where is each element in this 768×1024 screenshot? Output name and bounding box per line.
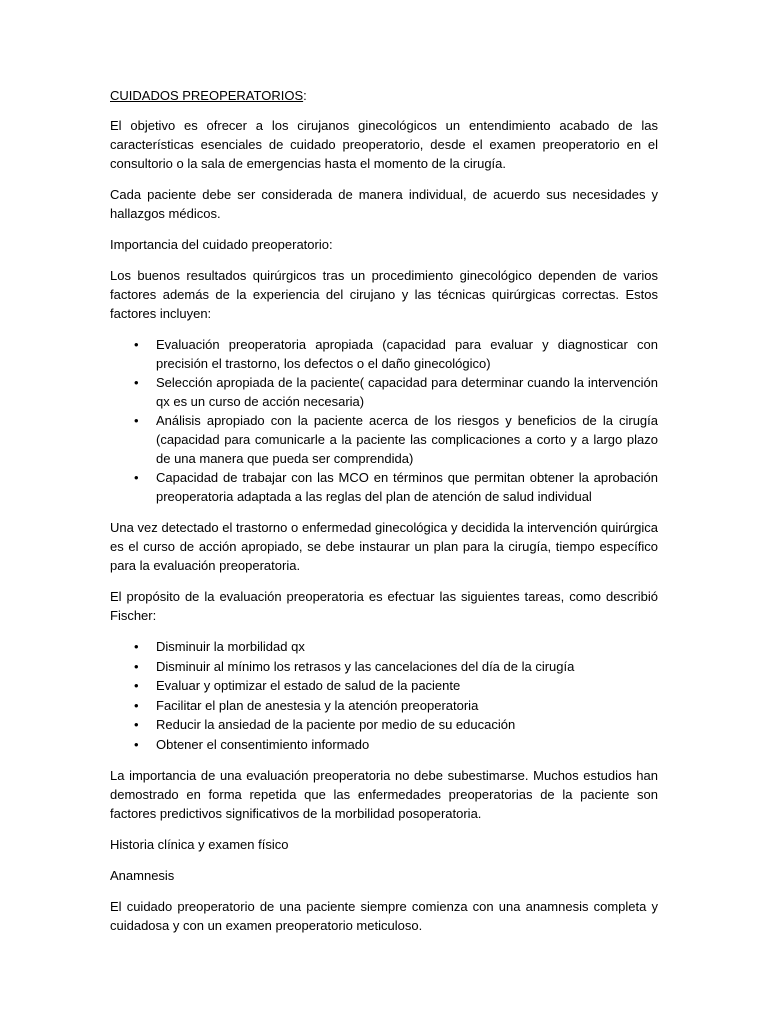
list-item-text: Disminuir la morbilidad qx	[156, 639, 305, 654]
list-item	[110, 335, 658, 373]
bullet-icon: •	[134, 717, 139, 732]
paragraph-anamnesis-heading: Anamnesis	[110, 868, 175, 883]
list-item-text: Facilitar el plan de anestesia y la atención preoperatoria	[156, 697, 479, 713]
bullet-icon: •	[134, 678, 139, 693]
bullet-icon: •	[134, 413, 139, 428]
list-item-text: Evaluar y optimizar el estado de salud de la paciente	[156, 678, 461, 693]
tasks-list	[110, 637, 658, 754]
paragraph-individual: Cada paciente debe ser considerada de manera individual, de acuerdo sus necesidades y hallazgos médicos.	[110, 187, 658, 221]
bullet-icon: •	[134, 639, 139, 654]
list-item	[110, 696, 658, 716]
bullet-icon: •	[134, 736, 139, 752]
list-item-text: Disminuir al mínimo los retrasos y las cancelaciones del día de la cirugía	[156, 658, 575, 674]
factors-list	[110, 335, 658, 506]
bullet-icon: •	[134, 658, 139, 674]
list-item-text: Obtener el consentimiento informado	[156, 736, 370, 752]
list-item	[110, 373, 658, 411]
list-item	[110, 637, 658, 657]
heading-title: CUIDADOS PREOPERATORIOS	[110, 88, 304, 103]
paragraph-plan: Una vez detectado el trastorno o enfermedad ginecológica y decidida la intervención quirúrgica es el curso de acción apropiado, se debe instaurar un plan para la cirugía, tiempo específico para la evaluación preoperatoria.	[110, 520, 658, 573]
list-item	[110, 715, 658, 735]
document-heading	[110, 86, 658, 105]
list-item	[110, 411, 658, 468]
bullet-icon: •	[134, 470, 139, 485]
paragraph-history-heading: Historia clínica y examen físico	[110, 837, 289, 852]
paragraph-evaluation-importance: La importancia de una evaluación preoperatoria no debe subestimarse. Muchos estudios han demostrado en forma repetida que las enfermedades preoperatorias de la paciente son factores predictivos significativos de la morbilidad posoperatoria.	[110, 768, 658, 821]
list-item	[110, 676, 658, 696]
bullet-icon: •	[134, 697, 139, 713]
bullet-icon: •	[134, 375, 139, 390]
paragraph-anamnesis: El cuidado preoperatorio de una paciente siempre comienza con una anamnesis completa y cuidadosa y con un examen preoperatorio meticuloso.	[110, 899, 658, 933]
list-item	[110, 468, 658, 506]
list-item-text: Reducir la ansiedad de la paciente por medio de su educación	[156, 717, 516, 732]
paragraph-objective: El objetivo es ofrecer a los cirujanos ginecológicos un entendimiento acabado de las características esenciales de cuidado preoperatorio, desde el examen preoperatorio en el consultorio o la sala de emergencias hasta el momento de la cirugía.	[110, 118, 658, 171]
list-item	[110, 735, 658, 755]
paragraph-importance-heading: Importancia del cuidado preoperatorio:	[110, 237, 333, 252]
list-item	[110, 657, 658, 677]
list-item-text: Análisis apropiado con la paciente acerca de los riesgos y beneficios de la cirugía (capacidad para comunicarle a la paciente las complicaciones a corto y a largo plazo de una manera que pueda ser comprendida)	[156, 413, 658, 466]
paragraph-purpose: El propósito de la evaluación preoperatoria es efectuar las siguientes tareas, como describió Fischer:	[110, 589, 658, 623]
list-item-text: Capacidad de trabajar con las MCO en términos que permitan obtener la aprobación preoperatoria adaptada a las reglas del plan de atención de salud individual	[156, 470, 658, 504]
paragraph-results: Los buenos resultados quirúrgicos tras un procedimiento ginecológico dependen de varios factores además de la experiencia del cirujano y las técnicas quirúrgicas correctas. Estos factores incluyen:	[110, 268, 658, 321]
bullet-icon: •	[134, 337, 139, 352]
list-item-text: Selección apropiada de la paciente( capacidad para determinar cuando la intervención qx es un curso de acción necesaria)	[156, 375, 658, 409]
list-item-text: Evaluación preoperatoria apropiada (capacidad para evaluar y diagnosticar con precisión el trastorno, los defectos o el daño ginecológico)	[156, 337, 658, 371]
heading-colon: :	[303, 88, 307, 103]
